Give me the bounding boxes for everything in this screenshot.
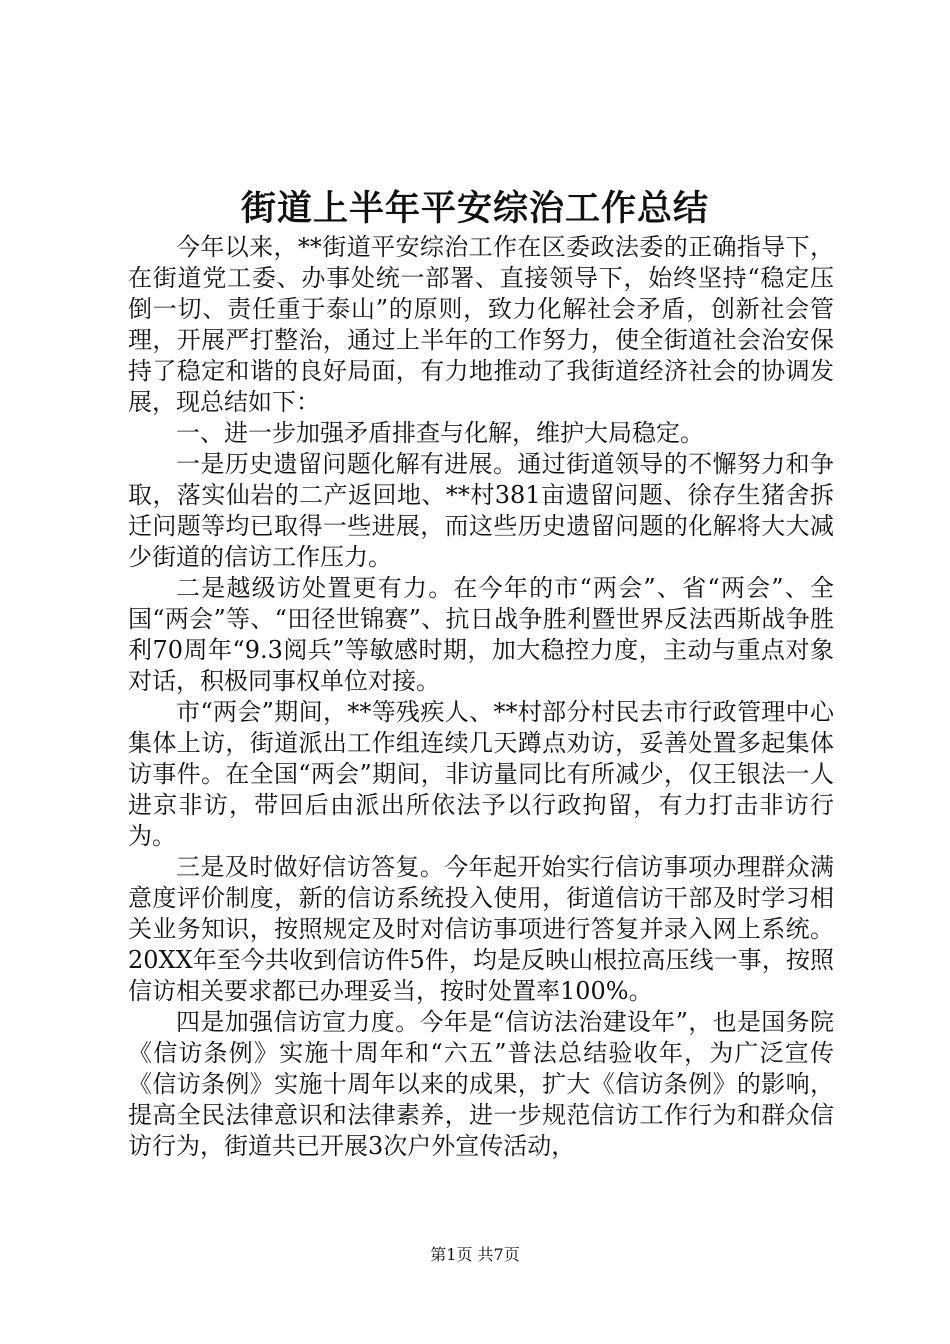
paragraph-item-2: 二是越级访处置更有力。在今年的市“两会”、省“两会”、全国“两会”等、“田径世锦赛”、抗日战争胜利暨世界反法西斯战争胜利70周年“9.3阅兵”等敏感时期，加大稳控力度，主动与重点对象对话，积极同事权单位对接。 (128, 574, 834, 695)
paragraph-two-sessions: 市“两会”期间，**等残疾人、**村部分村民去市行政管理中心集体上访，街道派出工作组连续几天蹲点劝访，妥善处置多起集体访事件。在全国“两会”期间，非访量同比有所减少，仅王银法一人进京非访，带回后由派出所依法予以行政拘留，有力打击非访行为。 (128, 698, 834, 850)
section-heading-1: 一、进一步加强矛盾排查与化解，维护大局稳定。 (176, 419, 704, 447)
page-footer: 第1页 共7页 (430, 1245, 520, 1264)
paragraph-item-3: 三是及时做好信访答复。今年起开始实行信访事项办理群众满意度评价制度，新的信访系统投入使用，街道信访干部及时学习相关业务知识，按照规定及时对信访事项进行答复并录入网上系统。20XX年至今共收到信访件5件，均是反映山根拉高压线一事，按照信访相关要求都已办理妥当，按时处置率100%。 (128, 853, 834, 1005)
document-body (128, 232, 834, 1162)
paragraph-item-1: 一是历史遗留问题化解有进展。通过街道领导的不懈努力和争取，落实仙岩的二产返回地、**村381亩遗留问题、徐存生猪舍拆迁问题等均已取得一些进展，而这些历史遗留问题的化解将大大减少街道的信访工作压力。 (128, 450, 834, 571)
paragraph-item-4: 四是加强信访宣力度。今年是“信访法治建设年”，也是国务院《信访条例》实施十周年和“六五”普法总结验收年，为广泛宣传《信访条例》实施十周年以来的成果，扩大《信访条例》的影响，提高全民法律意识和法律素养，进一步规范信访工作行为和群众信访行为，街道共已开展3次户外宣传活动， (128, 1008, 834, 1160)
intro-paragraph: 今年以来，**街道平安综治工作在区委政法委的正确指导下，在街道党工委、办事处统一部署、直接领导下，始终坚持“稳定压倒一切、责任重于泰山”的原则，致力化解社会矛盾，创新社会管理，开展严打整治，通过上半年的工作努力，使全街道社会治安保持了稳定和谐的良好局面，有力地推动了我街道经济社会的协调发展，现总结如下： (128, 233, 834, 416)
document-title: 街道上半年平安综治工作总结 (240, 189, 709, 229)
